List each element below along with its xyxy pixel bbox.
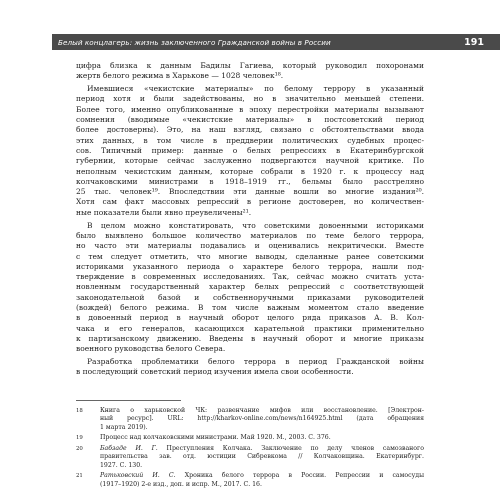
footnote-line: 1927. С. 130. xyxy=(100,461,143,469)
footnote-line: Процесс над колчаковскими министрами. Май 1920. М., 2003. С. 376. xyxy=(100,434,331,442)
footnote-line: ный ресурс]. URL: http://kharkov-online.com/news/n164925.html (дата обращения xyxy=(100,415,424,423)
text-line: военного руководства белого Севера. xyxy=(76,344,226,354)
text-line: Разработка проблематики белого террора в период Гражданской войны xyxy=(87,357,424,367)
footnote-text xyxy=(100,445,424,470)
text-line: сомнения (вводимые «чекистские материалы» в постсоветский период xyxy=(76,115,424,125)
text-line: неполным чекистским данным, которые собрали в 1920 г. к процессу над xyxy=(76,166,424,176)
text-line: колчаковскими министрами в 1918–1919 гг., бельмы было расстреляно xyxy=(76,176,424,186)
footnote-line: Книга о харьковской ЧК: развенчание мифов или восстановление. [Электрон- xyxy=(100,407,424,414)
text-line: в последующий советский период изучения имела свои особенности. xyxy=(76,367,354,377)
text-line: этих данных, в том числе в преддверии политических судебных процес- xyxy=(76,135,424,145)
footnotes xyxy=(76,407,424,491)
text-line: с тем следует отметить, что многие выводы, сделанные ранее советскими xyxy=(76,251,424,261)
page-number: 191 xyxy=(464,36,484,48)
text-line: Хотя сам факт массовых репрессий в регионе достоверен, но количествен- xyxy=(76,197,424,207)
footnote-text xyxy=(100,434,424,442)
text-line: ные показатели были явно преувеличены²¹. xyxy=(76,207,252,217)
footnote-21 xyxy=(76,472,424,489)
running-header xyxy=(52,34,500,50)
footnote-title: Преступления Колчака. Заключение по делу членов самозваного xyxy=(157,445,424,452)
text-line: было выявлено большое количество материалов по теме белого террора, xyxy=(76,230,424,240)
footnote-author: Бабзаде И. Г. xyxy=(100,445,158,452)
footnote-number: 20 xyxy=(76,446,83,452)
text-line: законодательной базой и собственноручными приказами руководителей xyxy=(76,292,424,302)
footnote-19 xyxy=(76,434,424,442)
text-line: цифра близка к данным Бадилы Гагиева, который руководил похоронами xyxy=(76,61,424,70)
paragraph-1 xyxy=(76,61,424,82)
text-line: Более того, именно опубликованные в эпоху перестройки материалы вызывают xyxy=(76,104,424,114)
text-line: к партизанскому движению. Введены в научный оборот и многие приказы xyxy=(76,333,424,343)
text-line: Имевшиеся «чекистские материалы» по белому террору в указанный xyxy=(87,84,424,94)
footnote-number: 19 xyxy=(76,435,83,442)
paragraph-2 xyxy=(76,84,424,218)
text-line: но часто эти материалы подавались и оценивались некритически. Вместе xyxy=(76,241,424,251)
text-line: В целом можно констатировать, что советскими довоенными историками xyxy=(87,220,424,230)
footnote-author: Ратьковский И. С. xyxy=(100,472,176,480)
text-line: тверждение в современных исследованиях. Так, сейчас можно считать уста- xyxy=(76,272,424,282)
paragraph-4 xyxy=(76,357,424,378)
text-line: 25 тыс. человек¹⁹. Впоследствии эти данные вошли во многие издания²⁰. xyxy=(76,187,424,197)
footnote-18 xyxy=(76,407,424,432)
footnote-line xyxy=(100,472,424,480)
footnote-divider xyxy=(76,400,181,401)
text-line: жертв белого режима в Харькове — 1028 человек¹⁸. xyxy=(76,71,284,81)
text-line: губернии, которые сейчас заслуженно подвергаются научной критике. По xyxy=(76,156,424,166)
footnote-line: 1 марта 2019). xyxy=(100,423,148,431)
text-line: (вождей) белого режима. В том числе важным моментом стало введение xyxy=(76,303,424,313)
footnote-20 xyxy=(76,445,424,470)
footnote-text xyxy=(100,407,424,432)
paragraph-3 xyxy=(76,221,424,355)
footnote-number: 21 xyxy=(76,473,83,480)
running-header-title: Белый концлагерь: жизнь заключенного Гражданской войны в России xyxy=(58,37,331,47)
text-line: более достоверны). Это, на наш взгляд, связано с обстоятельствами ввода xyxy=(76,125,424,135)
footnote-title: Хроника белого террора в России. Репрессии и самосуды xyxy=(175,472,424,480)
text-line: сов. Типичный пример: данные о белых репрессиях в Екатеринбургской xyxy=(76,145,424,155)
footnote-line: (1917–1920) 2-е изд., доп. и испр. М., 2017. С. 16. xyxy=(100,480,262,488)
text-line: новленным государственный характер белых репрессий с соответствующей xyxy=(76,282,424,292)
text-line: период хотя и были задействованы, но в значительно меньшей степени. xyxy=(76,94,424,104)
footnote-number: 18 xyxy=(76,408,83,414)
footnote-text xyxy=(100,472,424,489)
footnote-line xyxy=(100,445,424,453)
text-line: в довоенный период в научный оборот целого ряда приказов А. В. Кол- xyxy=(76,313,424,323)
body-text xyxy=(76,61,424,380)
text-line: историками указанного периода о характере белого террора, нашли под- xyxy=(76,261,424,271)
text-line: чака и его генералов, касающихся карательной практики применительно xyxy=(76,323,424,333)
footnote-line: правительства зав. отд. юстиции Сибревкома // Колчаковщина. Екатеринбург. xyxy=(100,453,424,461)
